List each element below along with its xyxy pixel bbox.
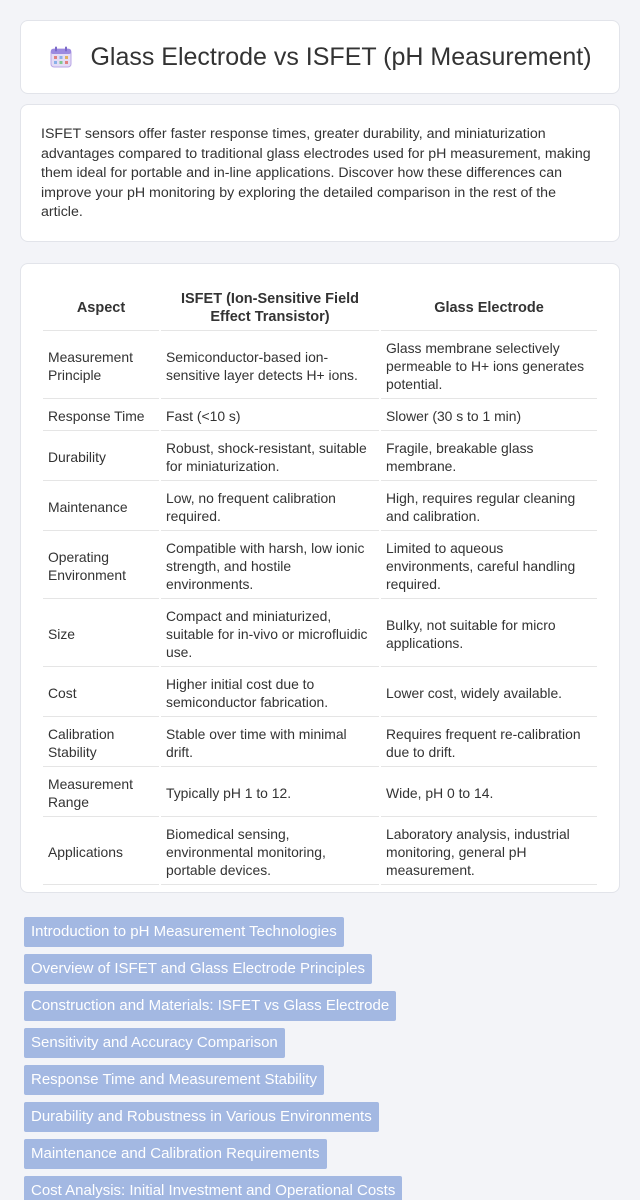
cell-isfet: Fast (<10 s): [161, 401, 379, 431]
toc-link[interactable]: Maintenance and Calibration Requirements: [24, 1139, 327, 1169]
table-row: [43, 401, 597, 431]
cell-glass: Fragile, breakable glass membrane.: [381, 433, 597, 481]
toc-link[interactable]: Durability and Robustness in Various Environments: [24, 1102, 379, 1132]
toc-link[interactable]: Sensitivity and Accuracy Comparison: [24, 1028, 285, 1058]
comparison-table: [41, 284, 599, 887]
toc-link[interactable]: Overview of ISFET and Glass Electrode Principles: [24, 954, 372, 984]
table-row: [43, 483, 597, 531]
cell-glass: Slower (30 s to 1 min): [381, 401, 597, 431]
table-row: [43, 719, 597, 767]
cell-aspect: Durability: [43, 433, 159, 481]
intro-card: [20, 104, 620, 242]
cell-isfet: Compatible with harsh, low ionic strength, and hostile environments.: [161, 533, 379, 599]
cell-isfet: Higher initial cost due to semiconductor fabrication.: [161, 669, 379, 717]
page-title: Glass Electrode vs ISFET (pH Measurement): [90, 42, 592, 71]
cell-aspect: Calibration Stability: [43, 719, 159, 767]
cell-glass: Glass membrane selectively permeable to H+ ions generates potential.: [381, 333, 597, 399]
cell-glass: Bulky, not suitable for micro applications.: [381, 601, 597, 667]
table-row: [43, 433, 597, 481]
table-row: [43, 333, 597, 399]
cell-aspect: Size: [43, 601, 159, 667]
cell-aspect: Operating Environment: [43, 533, 159, 599]
table-row: [43, 769, 597, 817]
cell-aspect: Response Time: [43, 401, 159, 431]
cell-isfet: Low, no frequent calibration required.: [161, 483, 379, 531]
table-row: [43, 819, 597, 885]
table-row: [43, 601, 597, 667]
toc-link[interactable]: Construction and Materials: ISFET vs Glass Electrode: [24, 991, 396, 1021]
title-card: [20, 20, 620, 94]
intro-paragraph: ISFET sensors offer faster response times, greater durability, and miniaturization advantages compared to traditional glass electrodes used for pH measurement, making them ideal for portable and in-line applications. Discover how these differences can improve your pH monitoring by exploring the detailed comparison in the rest of the article.: [41, 126, 591, 220]
cell-aspect: Measurement Principle: [43, 333, 159, 399]
cell-isfet: Robust, shock-resistant, suitable for miniaturization.: [161, 433, 379, 481]
cell-aspect: Maintenance: [43, 483, 159, 531]
table-row: [43, 533, 597, 599]
cell-glass: Limited to aqueous environments, careful handling required.: [381, 533, 597, 599]
table-header-row: [43, 286, 597, 331]
header-isfet: ISFET (Ion-Sensitive Field Effect Transistor): [161, 286, 379, 331]
cell-glass: Wide, pH 0 to 14.: [381, 769, 597, 817]
header-glass-electrode: Glass Electrode: [381, 286, 597, 331]
cell-aspect: Applications: [43, 819, 159, 885]
cell-glass: High, requires regular cleaning and calibration.: [381, 483, 597, 531]
cell-isfet: Compact and miniaturized, suitable for in-vivo or microfluidic use.: [161, 601, 379, 667]
cell-isfet: Typically pH 1 to 12.: [161, 769, 379, 817]
toc-link[interactable]: Introduction to pH Measurement Technologies: [24, 917, 344, 947]
table-of-contents: [24, 917, 624, 1200]
table-row: [43, 669, 597, 717]
toc-link[interactable]: Cost Analysis: Initial Investment and Operational Costs: [24, 1176, 402, 1200]
cell-isfet: Stable over time with minimal drift.: [161, 719, 379, 767]
cell-aspect: Cost: [43, 669, 159, 717]
comparison-table-card: [20, 263, 620, 893]
cell-isfet: Semiconductor-based ion-sensitive layer detects H+ ions.: [161, 333, 379, 399]
cell-glass: Requires frequent re-calibration due to drift.: [381, 719, 597, 767]
cell-isfet: Biomedical sensing, environmental monitoring, portable devices.: [161, 819, 379, 885]
cell-glass: Lower cost, widely available.: [381, 669, 597, 717]
toc-link[interactable]: Response Time and Measurement Stability: [24, 1065, 324, 1095]
cell-aspect: Measurement Range: [43, 769, 159, 817]
cell-glass: Laboratory analysis, industrial monitoring, general pH measurement.: [381, 819, 597, 885]
header-aspect: Aspect: [43, 286, 159, 331]
calendar-icon: [48, 44, 74, 70]
